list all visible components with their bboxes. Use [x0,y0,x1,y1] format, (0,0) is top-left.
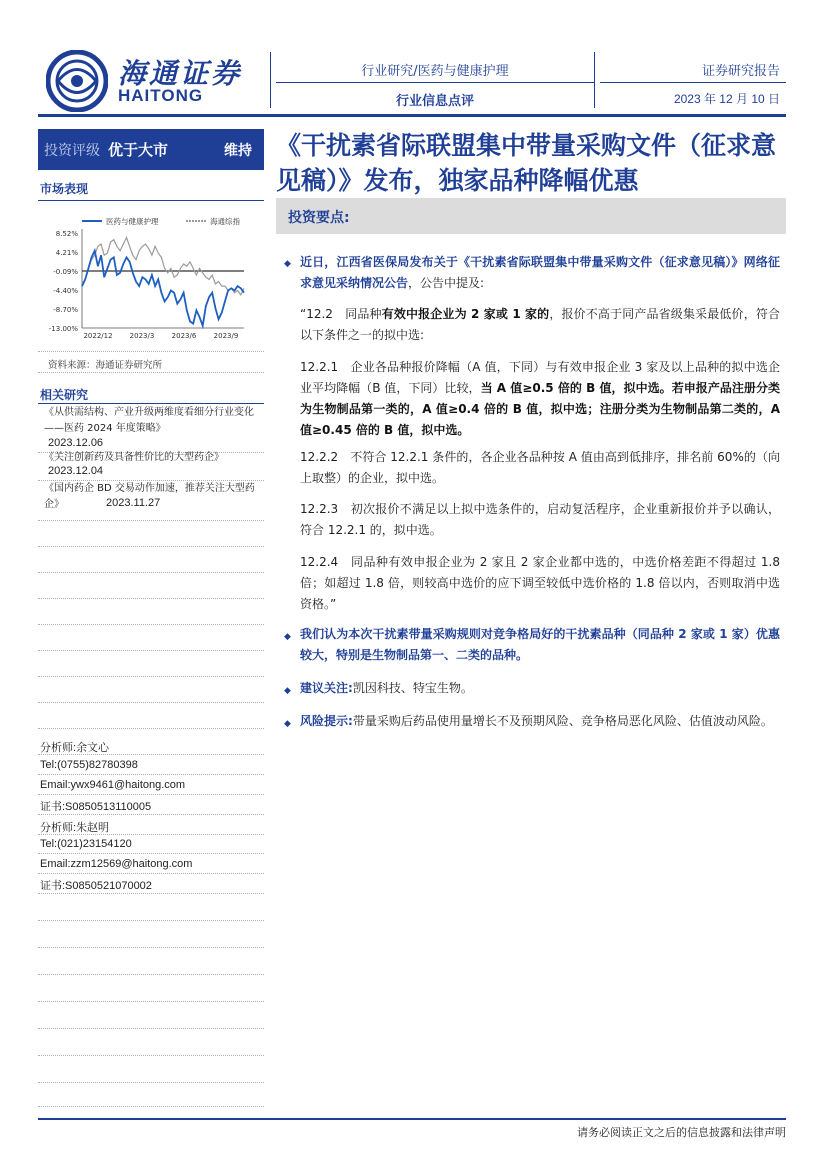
y-tick-label: -4.40% [53,287,78,296]
y-tick-label: 8.52% [55,230,78,238]
market-chart [38,208,264,348]
related-item-title[interactable]: 《从供需结构、产业升级两维度看细分行业变化 ——医药 2024 年度策略》 [44,407,254,434]
series-line [82,238,244,295]
report-category: 行业研究/医药与健康护理 [361,64,509,79]
quote-12-2-c: ，报价不高于同产品省级集采最低价，符合以下条件之一的拟中选: [300,307,780,342]
quote-12-2-4: 12.2.4 同品种有效申报企业为 2 家且 2 家企业都中选的，中选价格差距不得超过 1.8 倍；如超过 1.8 倍，则较高中选价的应下调至较低中选价格的 1.8 倍以内，否则取消中选资格。” [300,555,780,611]
quote-12-2-1-bold: 当 A 值≥0.5 倍的 B 值，拟中选。若申报产品注册分类为生物制品第一类的，A 值≥0.4 倍的 B 值，拟中选；注册分类为生物制品第二类的，A 值≥0.45 倍的 B 值，拟中选。 [300,381,780,437]
recommend-label: 建议关注: [300,681,353,695]
intro-rest: ，公告中提及: [408,276,485,290]
quote-12-2-2: 12.2.2 不符合 12.2.1 条件的，各企业各品种按 A 值由高到低排序，排名前 60%的（向上取整）的企业，拟中选。 [300,450,780,485]
haitong-logo-icon [46,50,108,112]
y-tick-label: -8.70% [53,306,78,315]
rating-label: 投资评级 [44,142,100,159]
related-item-title[interactable]: 《国内药企 BD 交易动作加速，推荐关注大型药企》 [44,483,255,510]
intro-paragraph [300,252,780,294]
header-divider [270,52,271,108]
legend-label: 医药与健康护理 [106,217,159,226]
related-item-date: 2023.12.06 [48,437,104,449]
x-tick-label: 2023/6 [171,332,197,340]
related-item-date: 2023.11.27 [106,497,161,509]
report-type: 行业信息点评 [395,94,474,109]
market-heading: 市场表现 [40,182,89,196]
key-points-title: 投资要点: [288,210,350,226]
analyst-name: 分析师:朱赵明 [40,822,110,834]
footer-rule [38,1118,786,1120]
quote-12-2-1-a: 12.2.1 企业各品种报价降幅（A 值，下同）与有效申报企业 3 家及以上品种的拟中选企业平均降幅（B 值，下同）比较， [300,360,780,395]
x-tick-label: 2023/9 [213,332,239,340]
bullet-icon: ◆ [284,259,291,269]
quote-12-2-a: “12.2 同品种 [300,307,382,321]
risk-text: 带量采购后药品使用量增长不及预期风险、竞争格局恶化风险、估值波动风险。 [352,714,773,728]
bullet-icon: ◆ [284,686,291,696]
opinion-text: 我们认为本次干扰素带量采购规则对竞争格局好的干扰素品种（同品种 2 家或 1 家）优惠较大，特别是生物制品第一、二类的品种。 [300,627,780,662]
logo-chinese-name: 海通证券 [118,57,243,90]
related-heading: 相关研究 [40,388,89,402]
bullet-icon: ◆ [284,719,291,729]
recommend-paragraph [300,678,780,699]
intro-bold: 近日，江西省医保局发布关于《干扰素省际联盟集中带量采购文件（征求意见稿）》网络征求意见采纳情况公告 [300,255,780,290]
y-tick-label: -0.09% [53,268,78,277]
related-item-date: 2023.12.04 [48,465,104,477]
header-divider [594,52,595,108]
related-item-title[interactable]: 《关注创新药及具备性价比的大型药企》 [44,452,224,463]
x-tick-label: 2022/12 [83,332,113,340]
quote-12-2-1 [300,357,780,441]
key-points-bar [276,198,786,234]
dotted-divider [38,372,264,373]
analyst-email[interactable]: Email:ywx9461@haitong.com [40,779,186,791]
recommend-text: 凯因科技、特宝生物。 [352,681,473,695]
section-rule [38,403,264,404]
y-tick-label: 4.21% [55,249,78,258]
legend-label: 海通综指 [210,217,240,226]
footer-disclaimer: 请务必阅读正文之后的信息披露和法律声明 [577,1126,786,1139]
x-tick-label: 2023/3 [129,332,155,340]
header-inner-rule [600,82,786,83]
quote-12-2-bold: 有效中报企业为 2 家或 1 家的 [381,307,550,321]
rating-box [38,129,264,170]
analyst-cert: 证书:S0850513110005 [40,801,152,813]
risk-paragraph [300,711,780,732]
page-title: 《干扰素省际联盟集中带量采购文件（征求意见稿）》发布，独家品种降幅优惠 [276,131,777,195]
logo-english-name: HAITONG [118,86,204,105]
analyst-name: 分析师:余文心 [40,742,110,754]
header-rule [38,114,786,117]
rating-change: 维持 [224,142,252,159]
quote-12-2 [300,304,780,346]
report-kind: 证券研究报告 [701,64,780,79]
header-inner-rule [276,82,594,83]
analyst-tel: Tel:(021)23154120 [40,838,132,850]
quote-12-2-3: 12.2.3 初次报价不满足以上拟中选条件的，启动复活程序，企业重新报价并予以确认，符合 12.2.1 的，拟中选。 [300,502,780,537]
y-tick-label: -13.00% [48,325,78,333]
analyst-tel: Tel:(0755)82780398 [40,759,138,771]
bullet-icon: ◆ [284,632,291,642]
analyst-email[interactable]: Email:zzm12569@haitong.com [40,858,193,870]
analyst-cert: 证书:S0850521070002 [40,880,152,892]
opinion-paragraph [300,624,780,666]
chart-source: 资料来源：海通证券研究所 [48,360,163,371]
dotted-divider [38,351,264,352]
section-rule [38,200,264,201]
risk-label: 风险提示: [300,714,353,728]
rating-value: 优于大市 [108,141,169,159]
report-date: 2023 年 12 月 10 日 [673,92,780,106]
